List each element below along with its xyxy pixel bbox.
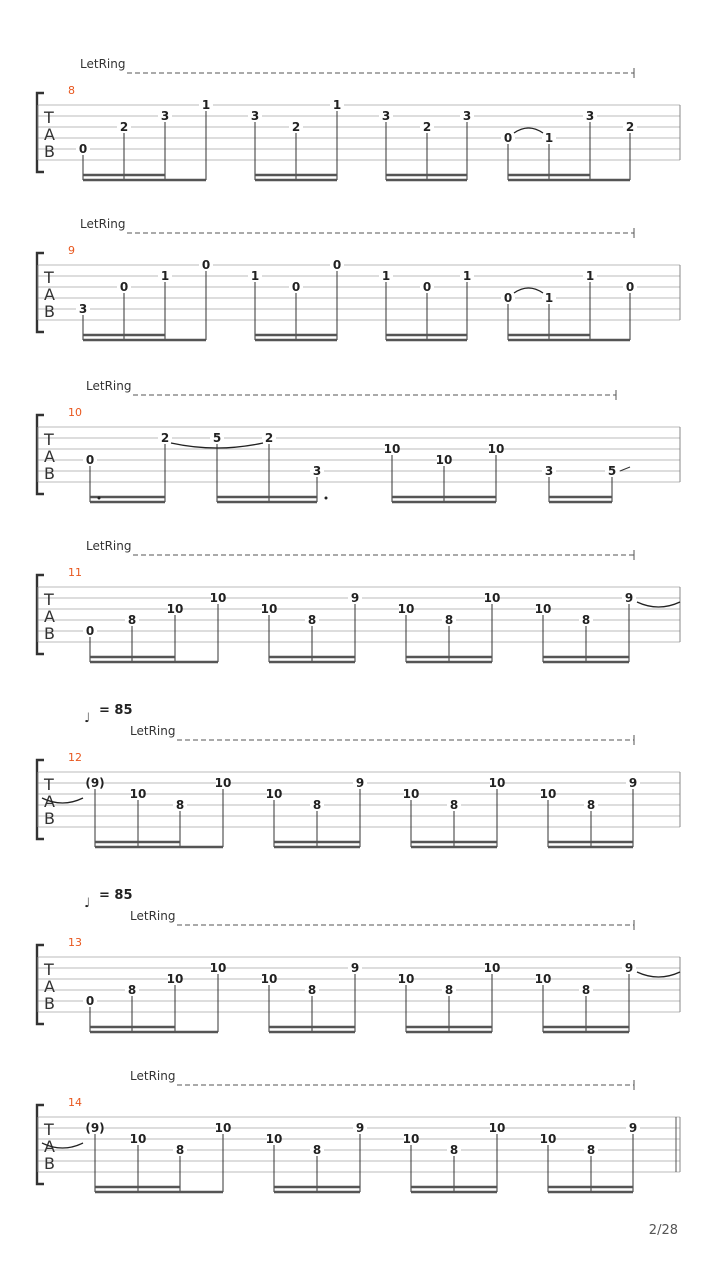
fret-number: 8 (444, 613, 454, 627)
fret-number: 8 (175, 1143, 185, 1157)
dot-icon (325, 497, 328, 500)
fret-number: 3 (544, 464, 554, 478)
fret-number: 1 (332, 98, 342, 112)
tab-clef-letter: A (44, 447, 55, 466)
fret-number: 9 (628, 1121, 638, 1135)
fret-number: 8 (307, 613, 317, 627)
fret-number: 10 (539, 787, 557, 801)
fret-number: 3 (462, 109, 472, 123)
tab-clef-letter: T (44, 775, 54, 794)
fret-number: 0 (78, 142, 88, 156)
fret-number: 10 (129, 1132, 147, 1146)
fret-number: 8 (444, 983, 454, 997)
tab-clef-letter: B (44, 142, 55, 161)
fret-number: 2 (291, 120, 301, 134)
fret-number: 10 (397, 972, 415, 986)
tab-clef-letter: A (44, 607, 55, 626)
fret-number: 10 (265, 787, 283, 801)
tie-arc (637, 602, 680, 607)
fret-number: 1 (250, 269, 260, 283)
tab-clef-letter: B (44, 994, 55, 1013)
fret-number: 8 (449, 798, 459, 812)
fret-number: 3 (312, 464, 322, 478)
let-ring-label: LetRing (86, 379, 132, 393)
tab-clef-letter: A (44, 977, 55, 996)
tab-clef-letter: T (44, 1120, 54, 1139)
fret-number: 2 (264, 431, 274, 445)
fret-number: 10 (402, 1132, 420, 1146)
fret-number: 8 (586, 798, 596, 812)
quarter-note-icon: ♩ (84, 896, 91, 911)
fret-number: 3 (78, 302, 88, 316)
tab-system (37, 379, 680, 502)
fret-number: 0 (422, 280, 432, 294)
fret-number: 10 (435, 453, 453, 467)
tab-clef-letter: B (44, 624, 55, 643)
let-ring-label: LetRing (130, 1069, 176, 1083)
fret-number: 1 (381, 269, 391, 283)
tab-clef-letter: B (44, 809, 55, 828)
measure-number: 9 (68, 244, 75, 257)
fret-number: 9 (624, 961, 634, 975)
fret-number: 5 (607, 464, 617, 478)
fret-number: 1 (201, 98, 211, 112)
fret-number: 10 (488, 776, 506, 790)
fret-number: 10 (487, 442, 505, 456)
fret-number: 10 (397, 602, 415, 616)
fret-number: 8 (449, 1143, 459, 1157)
slide-mark (620, 467, 630, 471)
tab-clef-letter: B (44, 464, 55, 483)
fret-number: 10 (209, 961, 227, 975)
fret-number: 8 (312, 1143, 322, 1157)
fret-number: 2 (119, 120, 129, 134)
fret-number: 0 (119, 280, 129, 294)
fret-number: 10 (483, 591, 501, 605)
tab-system (37, 57, 680, 180)
fret-number: 8 (581, 613, 591, 627)
fret-number: (9) (85, 1121, 105, 1135)
page-indicator: 2/28 (648, 1223, 678, 1238)
tie-arc (514, 128, 543, 133)
let-ring-label: LetRing (86, 539, 132, 553)
tab-clef-letter: A (44, 1137, 55, 1156)
fret-number: 10 (483, 961, 501, 975)
tab-clef-letter: T (44, 108, 54, 127)
fret-number: 1 (462, 269, 472, 283)
fret-number: 10 (383, 442, 401, 456)
fret-number: 8 (307, 983, 317, 997)
fret-number: 10 (166, 602, 184, 616)
let-ring-label: LetRing (130, 724, 176, 738)
measure-number: 12 (68, 751, 82, 764)
fret-number: 10 (260, 972, 278, 986)
tab-system (37, 1069, 680, 1192)
tab-system (37, 539, 680, 662)
fret-number: 10 (534, 602, 552, 616)
fret-number: 2 (160, 431, 170, 445)
tempo-marking (84, 703, 133, 726)
tie-arc (514, 288, 543, 293)
fret-number: 8 (127, 613, 137, 627)
fret-number: (9) (85, 776, 105, 790)
fret-number: 2 (625, 120, 635, 134)
fret-number: 10 (260, 602, 278, 616)
fret-number: 9 (355, 776, 365, 790)
fret-number: 10 (209, 591, 227, 605)
fret-number: 0 (201, 258, 211, 272)
fret-number: 9 (350, 591, 360, 605)
tempo-value: = 85 (99, 703, 133, 718)
fret-number: 1 (160, 269, 170, 283)
fret-number: 10 (129, 787, 147, 801)
tab-clef-letter: T (44, 590, 54, 609)
let-ring-label: LetRing (130, 909, 176, 923)
fret-number: 3 (160, 109, 170, 123)
fret-number: 9 (350, 961, 360, 975)
fret-number: 0 (625, 280, 635, 294)
tab-clef-letter: T (44, 268, 54, 287)
fret-number: 0 (503, 131, 513, 145)
fret-number: 10 (488, 1121, 506, 1135)
let-ring-label: LetRing (80, 57, 126, 71)
fret-number: 2 (422, 120, 432, 134)
fret-number: 0 (503, 291, 513, 305)
fret-number: 0 (291, 280, 301, 294)
fret-number: 0 (85, 994, 95, 1008)
measure-number: 13 (68, 936, 82, 949)
fret-number: 9 (624, 591, 634, 605)
fret-number: 1 (544, 291, 554, 305)
fret-number: 10 (265, 1132, 283, 1146)
tab-system (37, 888, 680, 1032)
tab-clef-letter: B (44, 302, 55, 321)
fret-number: 0 (85, 453, 95, 467)
fret-number: 10 (166, 972, 184, 986)
tab-system (37, 217, 680, 340)
fret-number: 0 (332, 258, 342, 272)
fret-number: 8 (175, 798, 185, 812)
fret-number: 8 (127, 983, 137, 997)
fret-number: 1 (544, 131, 554, 145)
measure-number: 14 (68, 1096, 82, 1109)
tempo-marking (84, 888, 133, 911)
measure-number: 11 (68, 566, 82, 579)
let-ring-label: LetRing (80, 217, 126, 231)
fret-number: 5 (212, 431, 222, 445)
tab-clef-letter: T (44, 960, 54, 979)
fret-number: 10 (402, 787, 420, 801)
fret-number: 10 (214, 1121, 232, 1135)
measure-number: 10 (68, 406, 82, 419)
tab-clef-letter: A (44, 792, 55, 811)
fret-number: 10 (534, 972, 552, 986)
fret-number: 3 (250, 109, 260, 123)
tab-clef-letter: B (44, 1154, 55, 1173)
tab-systems (37, 57, 680, 1192)
fret-number: 10 (539, 1132, 557, 1146)
fret-number: 9 (628, 776, 638, 790)
tie-arc (637, 972, 680, 977)
tab-system (37, 703, 680, 847)
fret-number: 10 (214, 776, 232, 790)
fret-number: 1 (585, 269, 595, 283)
fret-number: 8 (581, 983, 591, 997)
tab-clef-letter: A (44, 125, 55, 144)
tab-clef-letter: T (44, 430, 54, 449)
fret-number: 0 (85, 624, 95, 638)
tempo-value: = 85 (99, 888, 133, 903)
fret-number: 3 (381, 109, 391, 123)
fret-number: 8 (586, 1143, 596, 1157)
measure-number: 8 (68, 84, 75, 97)
quarter-note-icon: ♩ (84, 711, 91, 726)
dot-icon (98, 497, 101, 500)
fret-number: 9 (355, 1121, 365, 1135)
fret-number: 8 (312, 798, 322, 812)
fret-number: 3 (585, 109, 595, 123)
tab-clef-letter: A (44, 285, 55, 304)
